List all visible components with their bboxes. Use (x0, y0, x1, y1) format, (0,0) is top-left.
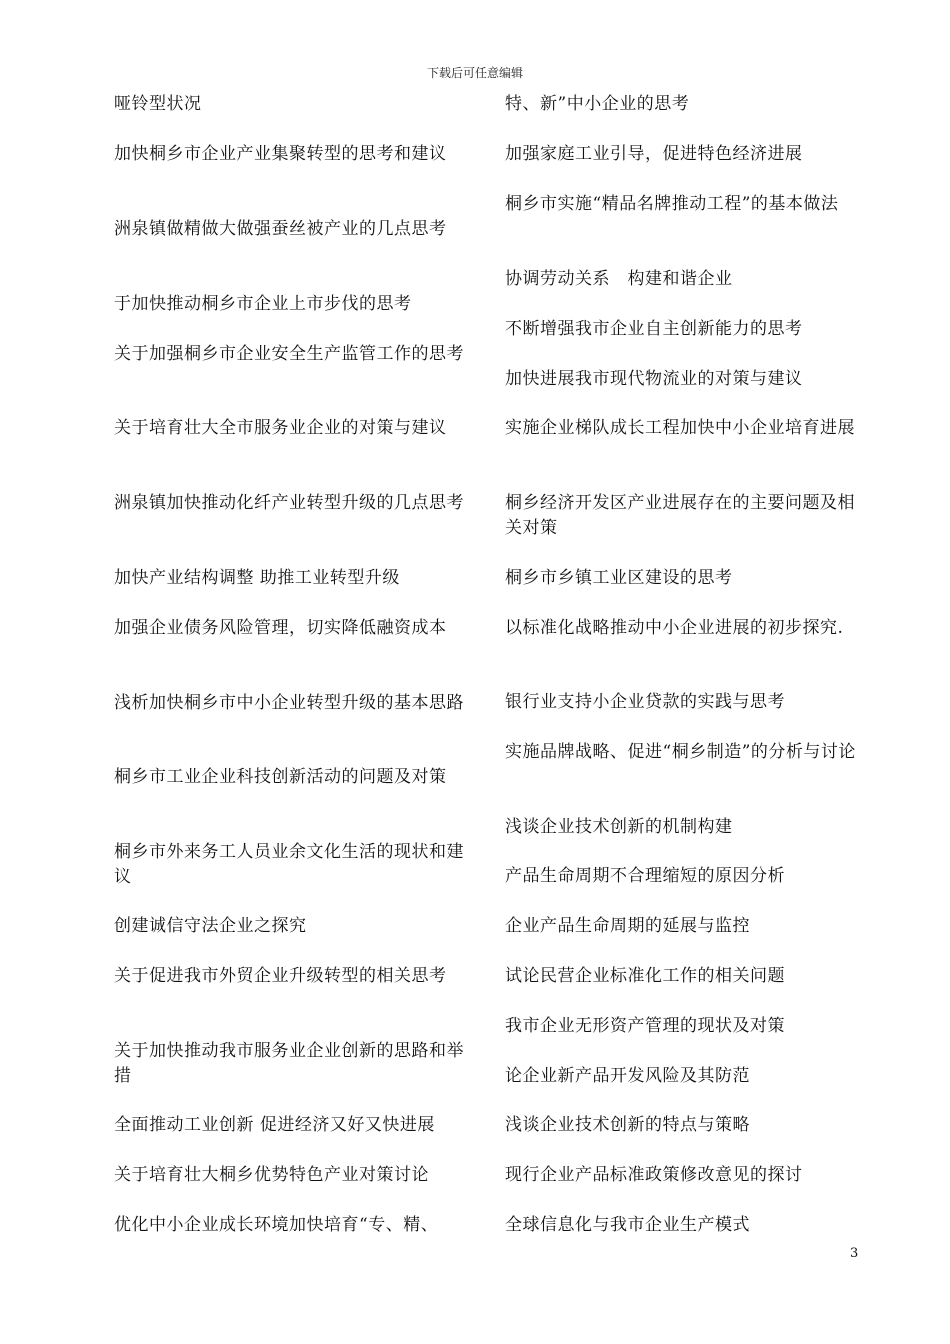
list-item: 加强家庭工业引导，促进特色经济进展 (505, 144, 803, 164)
list-item: 桐乡经济开发区产业进展存在的主要问题及相关对策 (505, 493, 855, 538)
list-item: 优化中小企业成长环境加快培育“专、精、 (114, 1215, 439, 1235)
list-item: 关于促进我市外贸企业升级转型的相关思考 (114, 966, 447, 986)
list-item: 桐乡市实施“精品名牌推动工程”的基本做法 (505, 194, 839, 214)
list-item: 关于加强桐乡市企业安全生产监管工作的思考 (114, 344, 464, 364)
list-item: 浅谈企业技术创新的机制构建 (505, 817, 733, 837)
list-item: 浅谈企业技术创新的特点与策略 (505, 1115, 750, 1135)
list-item: 实施企业梯队成长工程加快中小企业培育进展 (505, 418, 855, 438)
list-item: 论企业新产品开发风险及其防范 (505, 1066, 750, 1086)
list-item: 特、新”中小企业的思考 (505, 94, 690, 114)
list-item: 关于培育壮大桐乡优势特色产业对策讨论 (114, 1165, 429, 1185)
list-item: 不断增强我市企业自主创新能力的思考 (505, 319, 803, 339)
list-item: 洲泉镇加快推动化纤产业转型升级的几点思考 (114, 493, 464, 513)
list-item: 加强企业债务风险管理，切实降低融资成本 (114, 618, 447, 638)
list-item: 加快桐乡市企业产业集聚转型的思考和建议 (114, 144, 447, 164)
page-number: 3 (850, 1246, 859, 1261)
list-item: 全球信息化与我市企业生产模式 (505, 1215, 750, 1235)
list-item: 全面推动工业创新 促进经济又好又快进展 (114, 1115, 435, 1135)
list-item: 企业产品生命周期的延展与监控 (505, 916, 750, 936)
list-item: 产品生命周期不合理缩短的原因分析 (505, 866, 785, 886)
list-item: 浅析加快桐乡市中小企业转型升级的基本思路 (114, 693, 464, 713)
list-item: 加快产业结构调整 助推工业转型升级 (114, 568, 400, 588)
list-item: 洲泉镇做精做大做强蚕丝被产业的几点思考 (114, 219, 447, 239)
page-header-note: 下载后可任意编辑 (426, 66, 523, 80)
list-item: 创建诚信守法企业之探究 (114, 916, 307, 936)
list-item: 以标准化战略推动中小企业进展的初步探究. (505, 618, 844, 638)
list-item: 哑铃型状况 (114, 94, 202, 114)
list-item: 现行企业产品标准政策修改意见的探讨 (505, 1165, 803, 1185)
list-item: 协调劳动关系 构建和谐企业 (505, 269, 733, 289)
list-item: 桐乡市工业企业科技创新活动的问题及对策 (114, 767, 447, 787)
list-item: 桐乡市乡镇工业区建设的思考 (505, 568, 733, 588)
list-item: 我市企业无形资产管理的现状及对策 (505, 1016, 785, 1036)
list-item: 关于加快推动我市服务业企业创新的思路和举措 (114, 1041, 464, 1086)
list-item: 关于培育壮大全市服务业企业的对策与建议 (114, 418, 447, 438)
list-item: 银行业支持小企业贷款的实践与思考 (505, 692, 785, 712)
list-item: 实施品牌战略、促进“桐乡制造”的分析与讨论 (505, 742, 856, 762)
list-item: 试论民营企业标准化工作的相关问题 (505, 966, 785, 986)
list-item: 桐乡市外来务工人员业余文化生活的现状和建议 (114, 842, 464, 887)
list-item: 于加快推动桐乡市企业上市步伐的思考 (114, 294, 412, 314)
list-item: 加快进展我市现代物流业的对策与建议 (505, 369, 803, 389)
